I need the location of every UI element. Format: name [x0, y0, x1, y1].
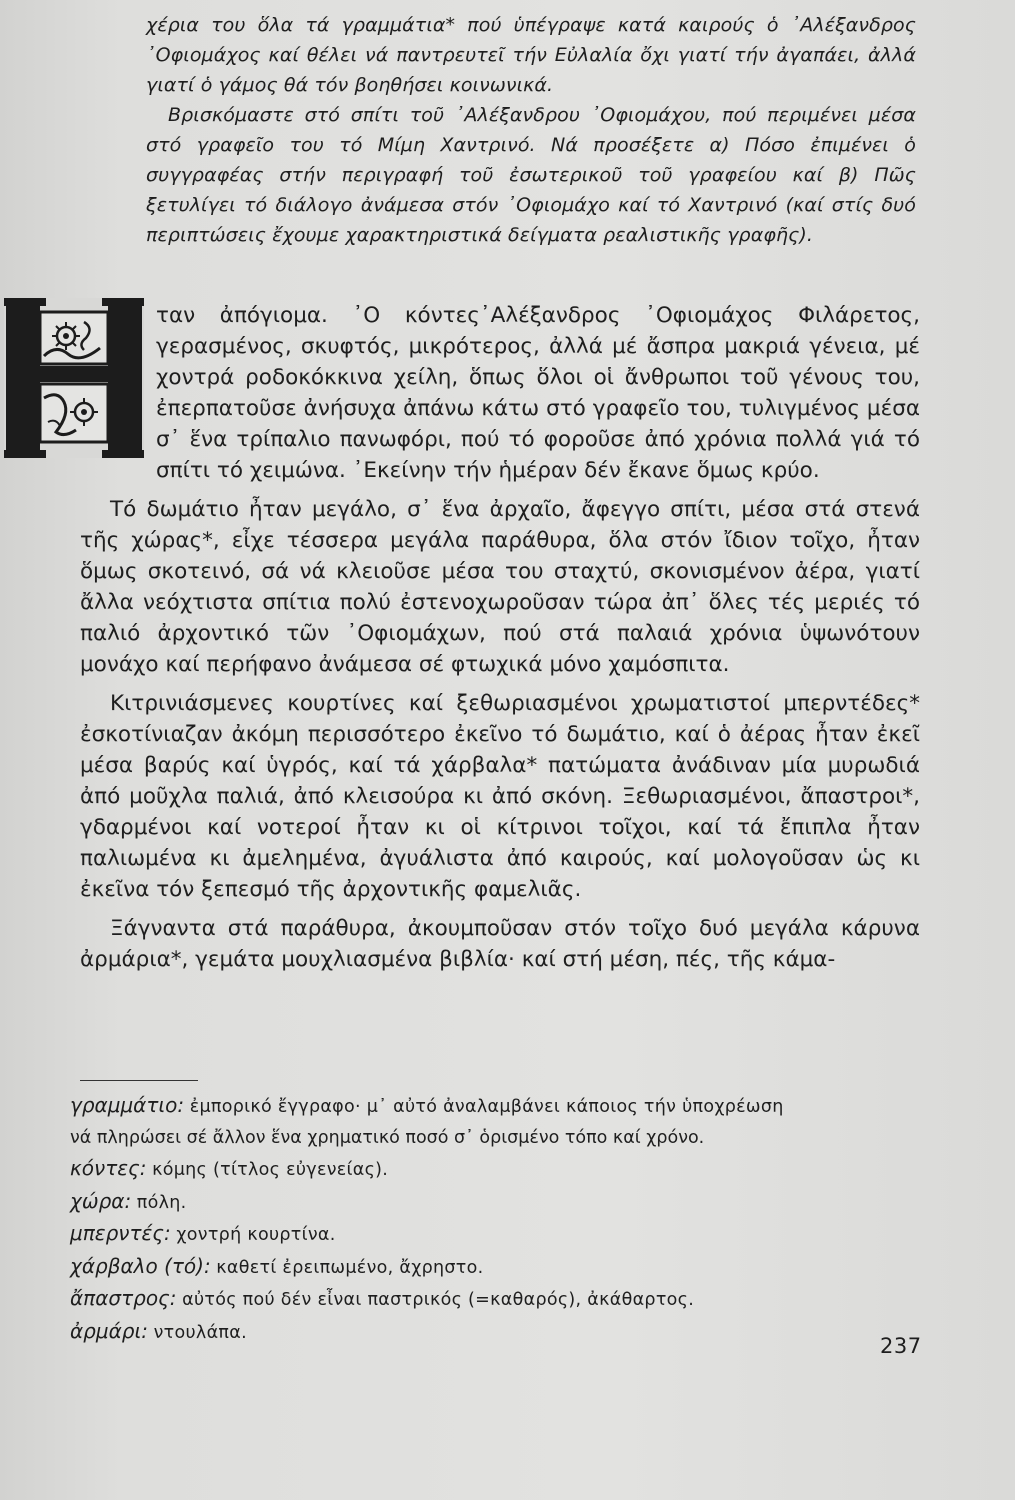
footnote-definition: αὐτός πού δέν εἶναι παστρικός (=καθαρός), ἀκάθαρτος.: [182, 1290, 695, 1310]
footnote-definition: πόλη.: [136, 1192, 187, 1213]
glossary-footnotes: [70, 1090, 940, 1348]
footnote-term: ἀρμάρι:: [70, 1318, 148, 1343]
footnote-item: [70, 1283, 940, 1316]
footnote-definition: κόμης (τίτλος εὐγενείας).: [152, 1160, 389, 1180]
footnote-term: κόντες:: [70, 1156, 147, 1180]
footnote-item: [70, 1316, 940, 1349]
footnote-term: χάρβαλο (τό):: [70, 1253, 211, 1278]
footnote-item: [70, 1090, 940, 1123]
intro-italic-text: [146, 10, 916, 250]
footnote-item: [70, 1153, 940, 1186]
footnote-definition: ντουλάπα.: [153, 1322, 247, 1343]
main-paragraph-3: Κιτρινιάσμενες κουρτίνες καί ξεθωριασμένοι χρωματιστοί μπερντέδες* ἐσκοτίνιαζαν ἀκόμη περισσότερο ἐκεῖνο τό δωμάτιο, καί ὁ ἀέρας ἦταν ἐκεῖ μέσα βαρύς καί ὑγρός, καί τά χάρβαλα* πατώματα ἀνάδιναν μία μυρωδιά ἀπό μοῦχλα παλιά, ἀπό κλεισούρα κι ἀπό σκόνη. Ξεθωριασμένοι, ἄπαστροι*, γδαρμένοι καί νοτεροί ἦταν κι οἱ κίτρινοι τοῖχοι, καί τά ἔπιπλα ἦταν παλιωμένα κι ἀμελημένα, ἀγυάλιστα ἀπό καιρούς, καί μολογοῦσαν ὡς κι ἐκεῖνα τόν ξεπεσμό τῆς ἀρχοντικῆς φαμελιᾶς.: [80, 691, 920, 902]
footnote-continuation: νά πληρώσει σέ ἄλλον ἕνα χρηματικό ποσό σ᾽ ὁρισμένο τόπο καί χρόνο.: [70, 1127, 705, 1148]
footnote-term: μπερντές:: [70, 1221, 171, 1245]
footnote-definition: ἐμπορικό ἔγγραφο· μ᾽ αὐτό ἀναλαμβάνει κάποιος τήν ὑποχρέωση: [189, 1097, 784, 1117]
footnote-definition: χοντρή κουρτίνα.: [176, 1225, 336, 1245]
main-paragraph-2: Τό δωμάτιο ἦταν μεγάλο, σ᾽ ἕνα ἀρχαῖο, ἄφεγγο σπίτι, μέσα στά στενά τῆς χώρας*, εἶχε τέσσερα μεγάλα παράθυρα, ὅλα στόν ἴδιον τοῖχο, ἦταν ὅμως σκοτεινό, σά νά κλειοῦσε μέσα του σταχτύ, σκονισμένον ἀέρα, γιατί ἄλλα νεόχτιστα σπίτια πολύ ἐστενοχωροῦσαν τώρα ἀπ᾽ ὅλες τές μεριές τό παλιό ἀρχοντικό τῶν ᾽Οφιομάχων, πού στά παλαιά χρόνια ὑψωνότουν μονάχο καί περήφανο ἀνάμεσα σέ φτωχικά μόνο χαμόσπιτα.: [80, 497, 920, 677]
footnote-separator: [80, 1080, 198, 1081]
main-paragraph-4: Ξάγναντα στά παράθυρα, ἀκουμποῦσαν στόν τοῖχο δυό μεγάλα κάρυνα ἀρμάρια*, γεμάτα μουχλιασμένα βιβλία· καί στή μέση, πές, τῆς κάμα-: [80, 916, 920, 972]
intro-paragraph-2: Βρισκόμαστε στό σπίτι τοῦ ᾽Αλέξανδρου ᾽Οφιομάχου, πού περιμένει μέσα στό γραφεῖο του τό Μίμη Χαντρινό. Νά προσέξετε α) Πόσο ἐπιμένει ὁ συγγραφέας στήν περιγραφή τοῦ ἐσωτερικοῦ τοῦ γραφείου καί β) Πῶς ξετυλίγει τό διάλογο ἀνάμεσα στόν ᾽Οφιομάχο καί τό Χαντρινό (καί στίς δυό περιπτώσεις ἔχουμε χαρακτηριστικά δείγματα ρεαλιστικῆς γραφῆς).: [146, 104, 916, 246]
footnote-item: [70, 1218, 940, 1251]
main-paragraph-1: [80, 300, 920, 486]
footnote-term: ἄπαστρος:: [70, 1286, 177, 1310]
footnote-item: [70, 1251, 940, 1284]
main-text: [80, 300, 920, 983]
footnote-definition: καθετί ἐρειπωμένο, ἄχρηστο.: [216, 1257, 484, 1278]
intro-paragraph-1: χέρια του ὅλα τά γραμμάτια* πού ὑπέγραψε κατά καιρούς ὁ ᾽Αλέξανδρος ᾽Οφιομάχος καί θέλει νά παντρευτεῖ τήν Εὐλαλία ὄχι γιατί τήν ἀγαπάει, ἀλλά γιατί ὁ γάμος θά τόν βοηθήσει κοινωνικά.: [146, 14, 916, 96]
page-number: 237: [880, 1334, 922, 1358]
footnote-term: χώρα:: [70, 1188, 132, 1213]
footnote-item: [70, 1186, 940, 1219]
ornamental-capital-eta-icon: [4, 298, 144, 458]
main-paragraph-1-text: ταν ἀπόγιομα. ᾽Ο κόντες᾽Αλέξανδρος ᾽Οφιομάχος Φιλάρετος, γερασμένος, σκυφτός, μικρότερος, ἀλλά μέ ἄσπρα μακριά γένεια, μέ χοντρά ροδοκόκκινα χείλη, ὅπως ὅλοι οἱ ἄνθρωποι τοῦ γένους του, ἐπερπατοῦσε ἀνήσυχα ἀπάνω κάτω στό γραφεῖο του, τυλιγμένος μέσα σ᾽ ἕνα τρίπαλιο πανωφόρι, πού τό φοροῦσε ἀπό χρόνια πολλά γιά τό σπίτι τό χειμώνα. ᾽Εκείνην τήν ἡμέραν δέν ἔκανε ὅμως κρύο.: [156, 303, 920, 483]
footnote-term: γραμμάτιο:: [70, 1093, 185, 1117]
